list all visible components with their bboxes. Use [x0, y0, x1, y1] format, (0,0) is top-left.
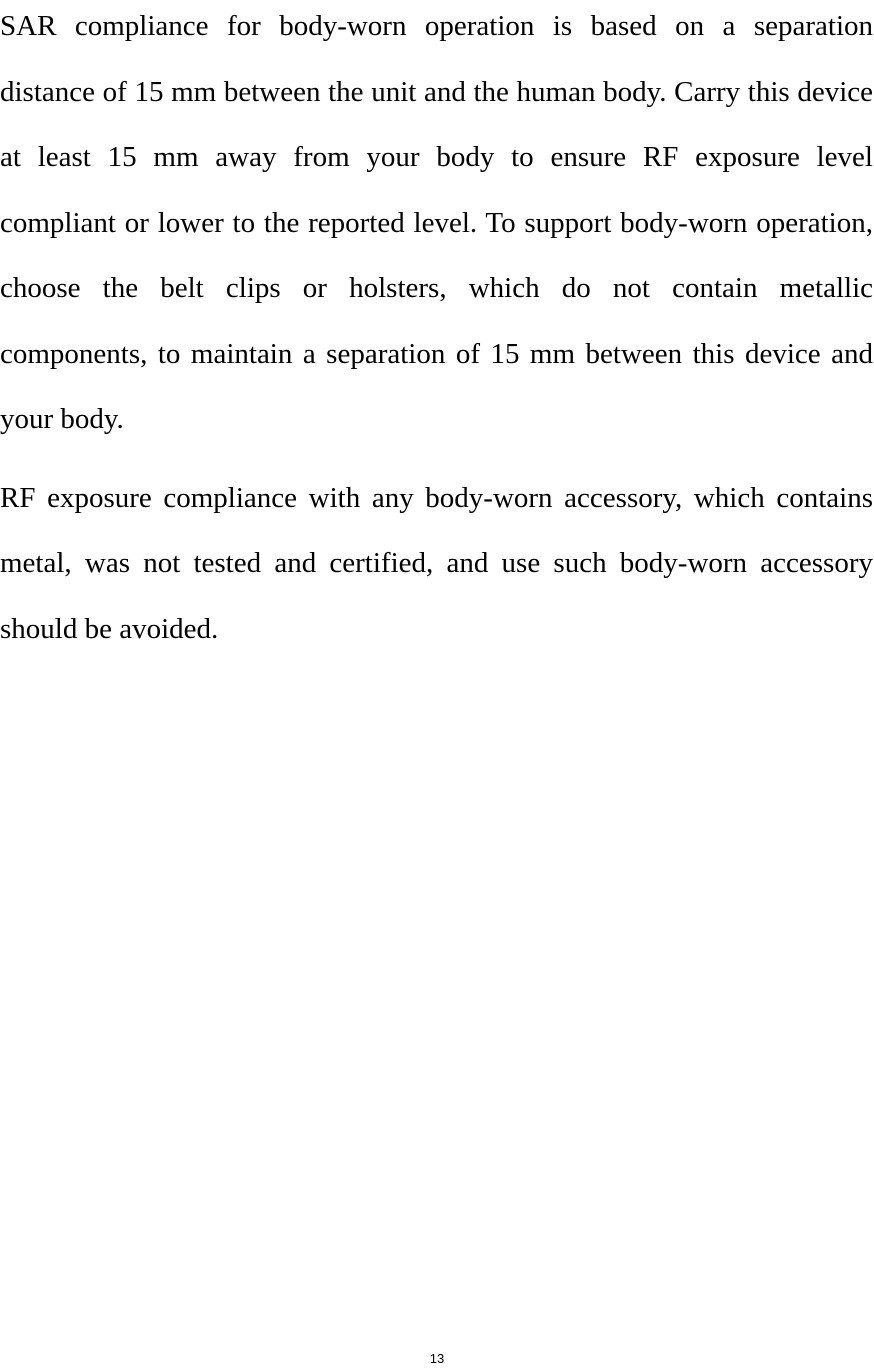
page-number: 13: [429, 1351, 445, 1366]
document-body: [0, 0, 873, 662]
paragraph-sar-compliance: SAR compliance for body-worn operation is based on a separation distance of 15 mm between the unit and the human body. Carry this device at least 15 mm away from your body to ensure RF exposure level compliant or lower to the reported level. To support body-worn operation, choose the belt clips or holsters, which do not contain metallic components, to maintain a separation of 15 mm between this device and your body.: [0, 10, 873, 435]
paragraph-rf-exposure: RF exposure compliance with any body-worn accessory, which contains metal, was not tested and certified, and use such body-worn accessory should be avoided.: [0, 481, 873, 645]
